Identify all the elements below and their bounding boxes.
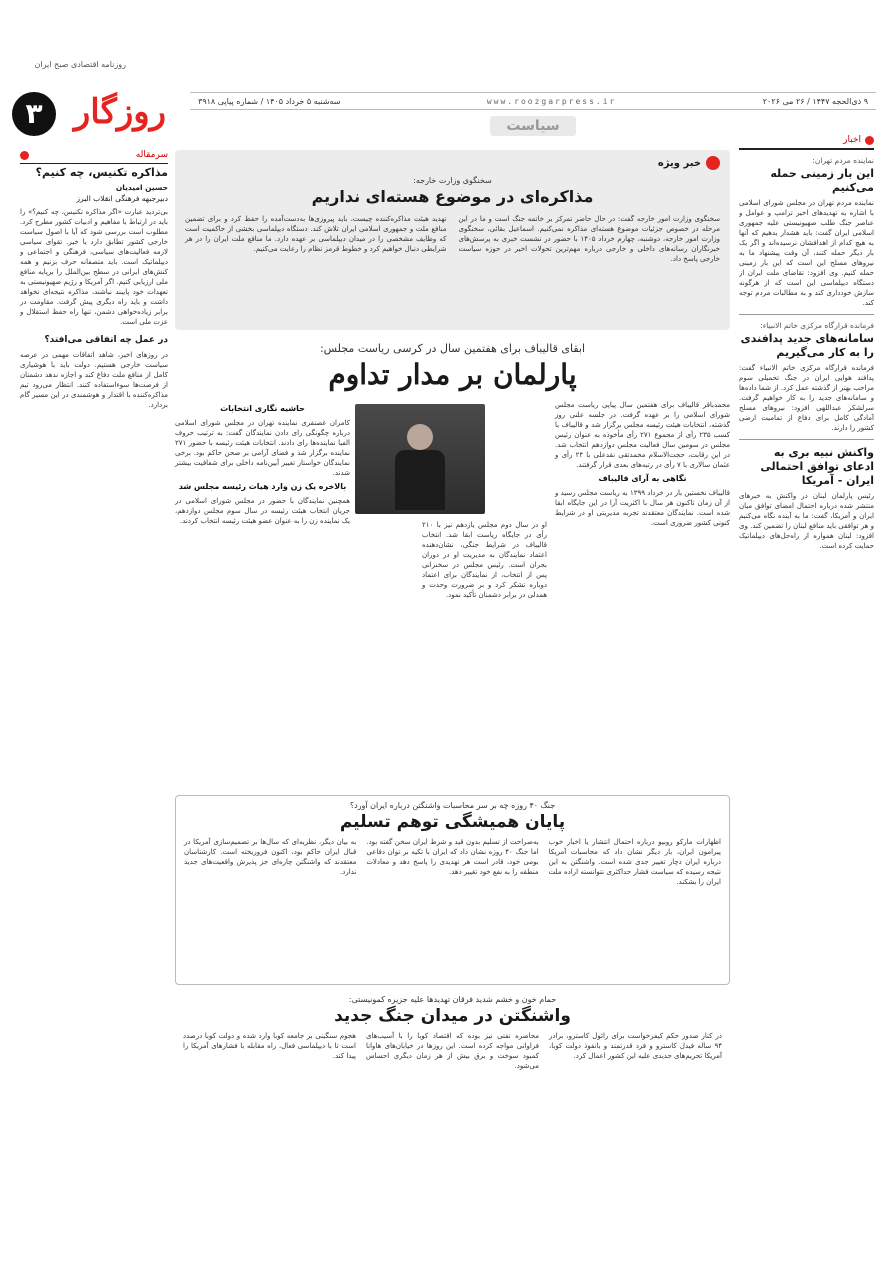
news-item	[739, 446, 874, 551]
analysis-body: به‌صراحت از تسلیم بدون قید و شرط ایران سخن گفته بود. اما جنگ ۴۰ روزه نشان داد که ایران با تکیه بر توان دفاعی بومی خود، قادر است هر تهدیدی را پاسخ دهد و معادلات منطقه را به نفع خود تغییر دهد.	[366, 838, 539, 876]
lead-column-2	[422, 520, 547, 600]
news-kicker: فرمانده قرارگاه مرکزی خاتم الانبیاء:	[760, 321, 874, 330]
editorial-body-2: در روزهای اخیر، شاهد اتفاقات مهمی در عرصه سیاست خارجی هستیم. دولت باید با هوشیاری کامل از منافع ملت دفاع کند و اجازه ندهد دشمنان از فرصت‌ها سوءاستفاده کنند. انتظار می‌رود تیم مذاکره‌کننده با اقتدار و هوشمندی در این مسیر گام بردارد.	[20, 351, 168, 409]
website-link[interactable]: www.roozgarpress.ir	[486, 96, 617, 106]
lead-body: محمدباقر قالیباف برای هفتمین سال پیاپی ریاست مجلس شورای اسلامی را بر عهده گرفت. در جلسه علنی روز گذشته، انتخابات هیئت رئیسه مجلس برگزار شد و قالیباف با کسب ۲۳۵ رأی از مجموع ۲۷۱ رأی مأخوذه به عنوان رئیس مجلس در سومین سال فعالیت مجلس دوازدهم انتخاب شد. در این رقابت، حجت‌الاسلام محمدتقی نقدعلی با ۲۴ رأی و عثمان سالاری با ۷ رأی در رتبه‌های بعدی قرار گرفتند.	[555, 401, 731, 469]
cuba-columns	[183, 1031, 722, 1071]
news-tag	[739, 135, 874, 150]
lead-body: قالیباف نخستین بار در خرداد ۱۳۹۹ به ریاست مجلس رسید و از آن زمان تاکنون هر سال با اکثریت آرا در این جایگاه ابقا شده است. نمایندگان معتقدند تجربه مدیریتی او در شرایط کنونی کشور ضروری است.	[555, 489, 730, 527]
news-body: فرمانده قرارگاه مرکزی خاتم الانبیاء گفت: پدافند هوایی ایران در جنگ تحمیلی سوم مراحب بهتر از گذشته عمل کرد. از شما داده‌ها و سامانه‌های جدید را به کار خواهیم گرفت. سرلشکر عبداللهی افزود: نیروهای مسلح آمادگی کامل برای دفاع از تمامیت ارضی کشور را دارند.	[739, 364, 874, 432]
lead-subhead: حاشیه نگاری انتخابات	[220, 404, 305, 413]
news-headline[interactable]: واکنش نبیه بری به ادعای توافق احتمالی ایران - آمریکا	[760, 446, 874, 487]
issue-line: سه‌شنبه ۵ خرداد ۱۴۰۵ / شماره پیاپی ۳۹۱۸	[198, 96, 341, 106]
editorial-author-role: دبیرجبهه فرهنگی انقلاب البرز	[76, 194, 168, 203]
lead-body: کامران غضنفری نماینده تهران در مجلس شورای اسلامی درباره چگونگی رای دادن نمایندگان گفت: به ترتیب حروف الفبا نماینده‌ها رای دادند. انتخابات هیئت رئیسه با حضور ۲۷۱ نماینده برگزار شد و فضای آرامی بر صحن حاکم بود. برخی نمایندگان خواستار تغییر آیین‌نامه داخلی برای شفافیت بیشتر شدند.	[175, 419, 350, 477]
special-news-title[interactable]: مذاکره‌ای در موضوع هسته‌ای نداریم	[311, 187, 594, 206]
news-tag-label: اخبار	[843, 135, 861, 145]
lead-subhead: بالاخره یک زن وارد هیات رئیسه مجلس شد	[178, 482, 347, 491]
divider	[739, 314, 874, 315]
analysis-columns	[184, 837, 721, 887]
special-news-label: خبر ویژه	[657, 157, 701, 169]
main-content	[175, 150, 730, 1270]
editorial-headline[interactable]: مذاکره تکنیس، چه کنیم؟	[35, 166, 168, 179]
special-news-body: تهدید هیئت مذاکره‌کننده چیست، باید پیروزی‌ها به‌دست‌آمده را حفظ کرد و برای تضمین منافع ملت و جمهوری اسلامی ایران تلاش کند. دستگاه دیپلماسی بخشی از حاکمیت است که وظایف مشخصی را در میدان دیپلماسی بر عهده دارد. ما منافع ملت ایران را در هر شرایطی دنبال خواهیم کرد و خطوط قرمز نظام را رعایت می‌کنیم.	[185, 215, 447, 253]
analysis-body: اظهارات مارکو روبیو درباره احتمال انتشار یا اخبار خوب پیرامون ایران، بار دیگر نشان داد که محاسبات آمریکا درباره ایران دچار تغییر جدی شده است. واشنگتن به این نتیجه رسیده که سیاست فشار حداکثری نتوانسته اراده ملت ایران را بشکند.	[548, 838, 721, 886]
news-headline[interactable]: این بار زمینی حمله می‌کنیم	[770, 167, 874, 194]
editorial-column	[20, 150, 168, 1270]
cuba-title[interactable]: واشنگتن در میدان جنگ جدید	[334, 1006, 571, 1026]
info-bar	[190, 92, 876, 110]
photo-person-body	[395, 450, 445, 510]
editorial-tag	[20, 150, 168, 164]
date-line: ۹ ذی‌الحجه ۱۴۴۷ / ۲۶ می ۲۰۲۶	[762, 96, 868, 106]
special-news-kicker: سخنگوی وزارت خارجه:	[413, 176, 492, 185]
section-label: سیاست	[490, 116, 575, 136]
lead-subhead: نگاهی به آرای قالیباف	[598, 474, 687, 483]
lead-body: او در سال دوم مجلس یازدهم نیز با ۲۱۰ رأی در جایگاه ریاست ابقا شد. انتخاب قالیباف در شرایط جنگی، نشان‌دهنده اعتماد نمایندگان به مدیریت او در دوران بحران است. رئیس مجلس در سخنرانی پس از انتخاب، از نمایندگان برای اعتماد دوباره تشکر کرد و بر ضرورت وحدت و همدلی در برابر دشمنان تأکید نمود.	[422, 521, 547, 599]
special-news-header	[185, 156, 720, 170]
special-news-body: سخنگوی وزارت امور خارجه گفت: در حال حاضر تمرکز بر خاتمه جنگ است و ما در این مرحله در خصوص جزئیات موضوع هسته‌ای مذاکره نمی‌کنیم. اسماعیل بقائی، سخنگوی وزارت امور خارجه، دوشنبه، چهارم خرداد ۱۴۰۵ با حضور در نشست خبری به پرسش‌های خبرنگاران رسانه‌های داخلی و خارجی درباره مهم‌ترین تحولات اخیر در حوزه سیاست خارجی پاسخ داد.	[458, 215, 720, 263]
lead-column-1	[555, 400, 730, 528]
cuba-kicker: حمام خون و خشم شدید فرقان تهدیدها علیه جزیره کمونیستی:	[348, 995, 557, 1004]
cuba-body: محاصره نفتی نیز بوده که اقتصاد کوبا را با آسیب‌های فراوانی مواجه کرده است. این روزها در خیابان‌های هاوانا کمبود سوخت و برق بیش از هر زمان دیگری احساس می‌شود.	[366, 1032, 539, 1070]
lead-body: همچنین نمایندگان با حضور در مجلس شورای اسلامی در جریان انتخاب هیئت رئیسه در سال سوم مجلس دوازدهم، یک نماینده زن را به عنوان عضو هیئت رئیسه انتخاب کردند.	[175, 497, 350, 525]
lead-photo	[355, 404, 485, 514]
circle-icon	[706, 156, 720, 170]
lead-kicker: ابقای قالیباف برای هفتمین سال در کرسی ریاست مجلس:	[319, 342, 586, 355]
editorial-body: بی‌تردید عبارت «اگر مذاکره تکنیس، چه کنیم؟» را باید در ارتباط با مفاهیم و ادبیات کشور مطرح کرد. مطلوب است بررسی شود که آیا با اصول سیاست خارجی کشور تطابق دارد یا خیر. تقوای سیاسی لازمه فعالیت‌های سیاسی، فرهنگی و اجتماعی و دیپلماتیک است. باید متصفانه حرف بزنیم و همه کنش‌های ایرانی در سطح بین‌الملل را برپایه منافع ملی ارزیابی کنیم. اگر آمریکا و رژیم صهیونیستی به تعهدات خود پایبند نباشند، مذاکره نتیجه‌ای نخواهد داشت و باید راه دیگری پیش گرفت. مقاومت در برابر زیاده‌خواهی دشمن، تنها راه حفظ استقلال و عزت ملی است.	[20, 208, 168, 326]
page-number: ۳	[12, 92, 56, 136]
news-item	[739, 156, 874, 308]
analysis-kicker: جنگ ۴۰ روزه چه بر سر محاسبات واشنگتن درباره ایران آورد؟	[349, 801, 556, 810]
editorial-subhead: در عمل چه اتفاقی می‌افتد؟	[44, 335, 168, 345]
news-headline[interactable]: سامانه‌های جدید پدافندی را به کار می‌گیریم	[740, 332, 874, 359]
photo-person-head	[407, 424, 433, 450]
news-kicker: نماینده مردم تهران:	[812, 156, 874, 165]
masthead	[0, 0, 896, 150]
analysis-box	[175, 795, 730, 985]
special-news-box	[175, 150, 730, 330]
analysis-title[interactable]: پایان همیشگی توهم تسلیم	[339, 812, 566, 832]
analysis-body: به بیان دیگر، نظریه‌ای که سال‌ها بر تصمیم‌سازی آمریکا در قبال ایران حاکم بود، اکنون فروریخته است. کارشناسان معتقدند که واشنگتن چاره‌ای جز پذیرش واقعیت‌های جدید ندارد.	[184, 838, 357, 876]
news-column	[739, 135, 874, 1270]
cuba-story	[175, 995, 730, 1125]
news-body: نماینده مردم تهران در مجلس شورای اسلامی با اشاره به تهدیدهای اخیر ترامپ و عوامل و عناصر جنگ طلب صهیونیستی علیه جمهوری اسلامی ایران گفت: باید هشدار بدهیم که آنها به هیچ کدام از اهدافشان نرسیده‌اند و اگر یک بار دیگر حمله کنند، آن وقت پیشنهاد ما به نیروهای مسلح این است که این بار زمینی حمله کنیم. وی افزود: تقاضای ملت ایران از دستگاه دیپلماسی این است که از هرگونه سازش خودداری کند و به مطالبات مردم توجه کند.	[739, 199, 874, 307]
bullet-icon	[20, 151, 29, 160]
newspaper-logo: روزگار	[73, 92, 167, 132]
divider	[739, 439, 874, 440]
editorial-author: حسین امیدیان	[115, 183, 168, 192]
news-body: رئیس پارلمان لبنان در واکنش به خبرهای منتشر شده درباره احتمال امضای توافق میان ایران و آمریکا، گفت: ما به آینده نگاه می‌کنیم و هر توافقی باید منافع لبنان را تضمین کند. وی افزود: لبنان همواره از راه‌حل‌های دیپلماتیک حمایت کرده است.	[739, 492, 874, 550]
special-news-columns	[185, 214, 720, 264]
cuba-body: هجوم سنگینی بر جامعه کوبا وارد شده و دولت کوبا درصدد است تا با دیپلماسی فعال، راه مقابله با فشارهای آمریکا را پیدا کند.	[183, 1032, 356, 1060]
bullet-icon	[865, 136, 874, 145]
lead-column-3	[175, 400, 350, 526]
tagline: روزنامه اقتصادی صبح ایران	[34, 60, 126, 69]
editorial-tag-label: سرمقاله	[135, 150, 168, 160]
lead-story	[175, 400, 730, 840]
lead-headline[interactable]: پارلمان بر مدار تداوم	[328, 358, 577, 391]
cuba-body: در کنار صدور حکم کیفرخواست برای رائول کاسترو، برادر ۹۴ ساله فیدل کاسترو و فرد قدرتمند و بانفوذ دولت کوبا، آمریکا تحریم‌های جدیدی علیه این کشور اعمال کرد.	[549, 1032, 722, 1060]
news-item	[739, 321, 874, 433]
